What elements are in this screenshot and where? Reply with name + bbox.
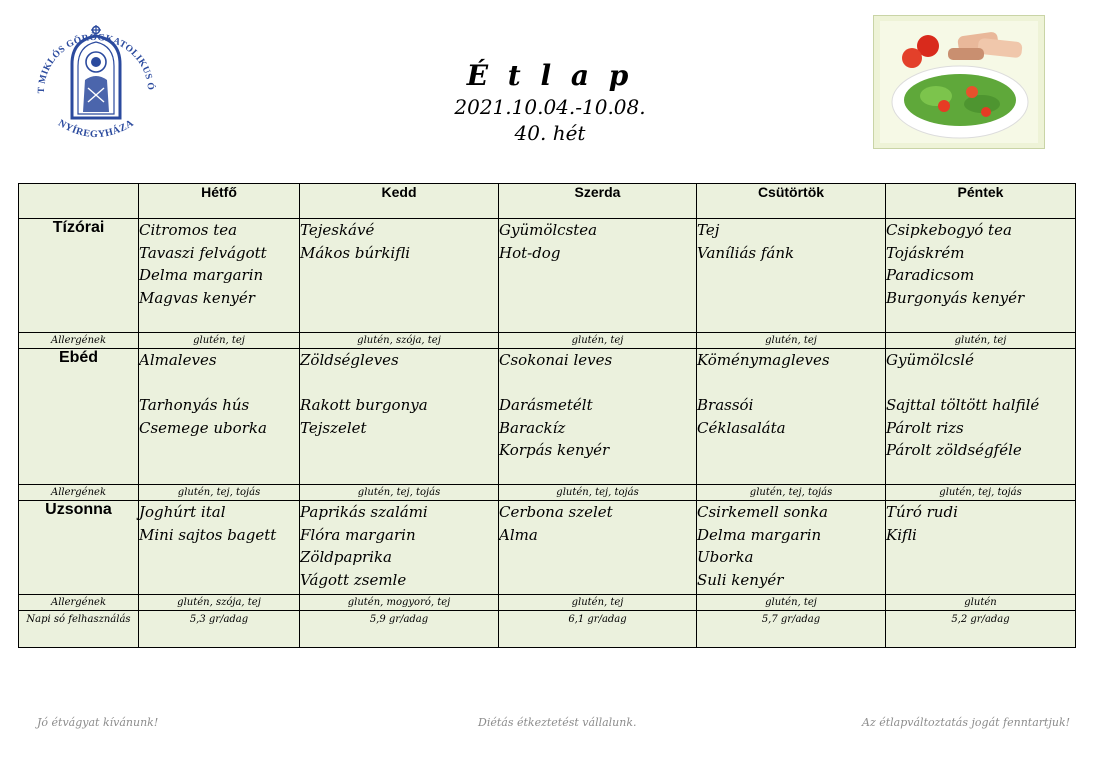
meal-items-cell [300,219,499,333]
meal-items-cell [886,349,1076,485]
salt-cell: 5,7 gr/adag [697,611,886,648]
meal-items-cell [139,349,300,485]
menu-item: Köménymagleves [697,351,830,369]
day-header: Hétfő [139,184,300,219]
menu-item: Csipkebogyó tea [886,221,1012,239]
allergen-cell: glutén, tej [697,595,886,611]
menu-item [886,372,1075,395]
menu-item [499,372,696,395]
menu-item: Tojáskrém [886,243,965,262]
meal-items-cell [499,219,697,333]
allergen-row [19,485,1076,501]
meal-items-cell [886,501,1076,595]
date-range: 2021.10.04.-10.08. [454,95,646,119]
menu-item: Céklasaláta [697,418,786,437]
meal-items-cell [499,349,697,485]
menu-item: Csokonai leves [499,351,613,369]
food-photo [873,15,1045,149]
menu-item: Alma [499,525,538,544]
day-header: Péntek [886,184,1076,219]
logo-text-bottom: NYÍREGYHÁZA [56,117,136,141]
menu-item [300,372,498,395]
allergen-cell: glutén, tej, tojás [300,485,499,501]
menu-item: Brassói [697,396,754,415]
menu-item: Tejeskávé [300,221,375,239]
menu-item: Vágott zsemle [300,570,407,589]
allergen-cell: glutén, tej, tojás [139,485,300,501]
salt-label: Napi só felhasználás [19,611,139,648]
menu-item: Gyümölcstea [499,221,598,239]
meal-name: Uzsonna [19,501,139,595]
logo-text-top: T MIKLÓS GÖRÖGKATOLIKUS Ó [36,32,156,94]
day-header: Szerda [499,184,697,219]
menu-item: Csirkemell sonka [697,503,828,521]
meal-row [19,219,1076,333]
menu-item: Zöldségleves [300,351,399,369]
menu-item: Csemege uborka [139,418,267,437]
menu-item: Flóra margarin [300,525,416,544]
meal-items-cell [300,349,499,485]
allergen-cell: glutén, tej [499,333,697,349]
menu-item: Sajttal töltött halfilé [886,396,1040,415]
meal-items-cell [886,219,1076,333]
allergen-cell: glutén, tej, tojás [697,485,886,501]
menu-item: Zöldpaprika [300,548,392,567]
allergen-cell: glutén, szója, tej [139,595,300,611]
menu-item: Túró rudi [886,503,958,521]
footer-left: Jó étvágyat kívánunk! [37,716,159,729]
allergen-cell: glutén, szója, tej [300,333,499,349]
corner-cell [19,184,139,219]
menu-item: Gyümölcslé [886,351,974,369]
day-header-row [19,184,1076,219]
salt-row [19,611,1076,648]
menu-item: Tej [697,221,720,239]
salt-cell: 5,3 gr/adag [139,611,300,648]
allergen-label: Allergének [19,485,139,501]
meal-items-cell [139,501,300,595]
day-header: Kedd [300,184,499,219]
meal-name: Ebéd [19,349,139,485]
meal-name: Tízórai [19,219,139,333]
menu-item: Tejszelet [300,418,367,437]
footer-center: Diétás étkeztetést vállalunk. [478,716,637,729]
allergen-cell: glutén, tej [499,595,697,611]
day-header: Csütörtök [697,184,886,219]
week-number: 40. hét [514,121,586,145]
svg-text:NYÍREGYHÁZA [56,118,136,141]
menu-item: Tavaszi felvágott [139,243,267,262]
page-title: É t l a p [466,59,634,92]
menu-item: Párolt zöldségféle [886,441,1022,460]
meal-items-cell [139,219,300,333]
footer-right: Az étlapváltoztatás jogát fenntartjuk! [862,716,1071,729]
kindergarten-logo [28,14,164,146]
meal-row [19,349,1076,485]
menu-item: Citromos tea [139,221,238,239]
menu-item [139,372,299,395]
menu-item: Magvas kenyér [139,288,255,307]
menu-title-block [380,58,720,146]
weekly-menu-table [18,183,1076,648]
menu-item: Suli kenyér [697,570,784,589]
meal-items-cell [697,219,886,333]
allergen-cell: glutén [886,595,1076,611]
allergen-cell: glutén, tej [886,333,1076,349]
menu-item: Mákos búrkifli [300,243,411,262]
menu-item: Uborka [697,548,754,567]
menu-item: Barackíz [499,418,566,437]
meal-row [19,501,1076,595]
meal-items-cell [300,501,499,595]
meal-items-cell [499,501,697,595]
menu-item: Vaníliás fánk [697,243,795,262]
menu-item: Kifli [886,525,917,544]
meal-items-cell [697,349,886,485]
menu-item: Tarhonyás hús [139,396,250,415]
menu-item: Hot-dog [499,243,561,262]
allergen-cell: glutén, mogyoró, tej [300,595,499,611]
menu-item: Paradicsom [886,266,975,285]
salt-cell: 5,9 gr/adag [300,611,499,648]
menu-item: Rakott burgonya [300,396,428,415]
menu-item: Paprikás szalámi [300,503,428,521]
allergen-cell: glutén, tej, tojás [499,485,697,501]
allergen-cell: glutén, tej [697,333,886,349]
allergen-label: Allergének [19,595,139,611]
menu-item: Joghúrt ital [139,503,226,521]
meal-items-cell [697,501,886,595]
menu-item: Delma margarin [139,266,264,285]
allergen-cell: glutén, tej [139,333,300,349]
menu-item [697,372,885,395]
menu-item: Korpás kenyér [499,441,610,460]
menu-item: Párolt rizs [886,418,964,437]
menu-item: Darásmetélt [499,396,593,415]
menu-item: Mini sajtos bagett [139,525,277,544]
salt-cell: 6,1 gr/adag [499,611,697,648]
allergen-row [19,595,1076,611]
menu-item: Burgonyás kenyér [886,288,1025,307]
allergen-row [19,333,1076,349]
allergen-cell: glutén, tej, tojás [886,485,1076,501]
menu-item: Delma margarin [697,525,822,544]
menu-item: Almaleves [139,351,217,369]
salt-cell: 5,2 gr/adag [886,611,1076,648]
allergen-label: Allergének [19,333,139,349]
menu-item: Cerbona szelet [499,503,613,521]
